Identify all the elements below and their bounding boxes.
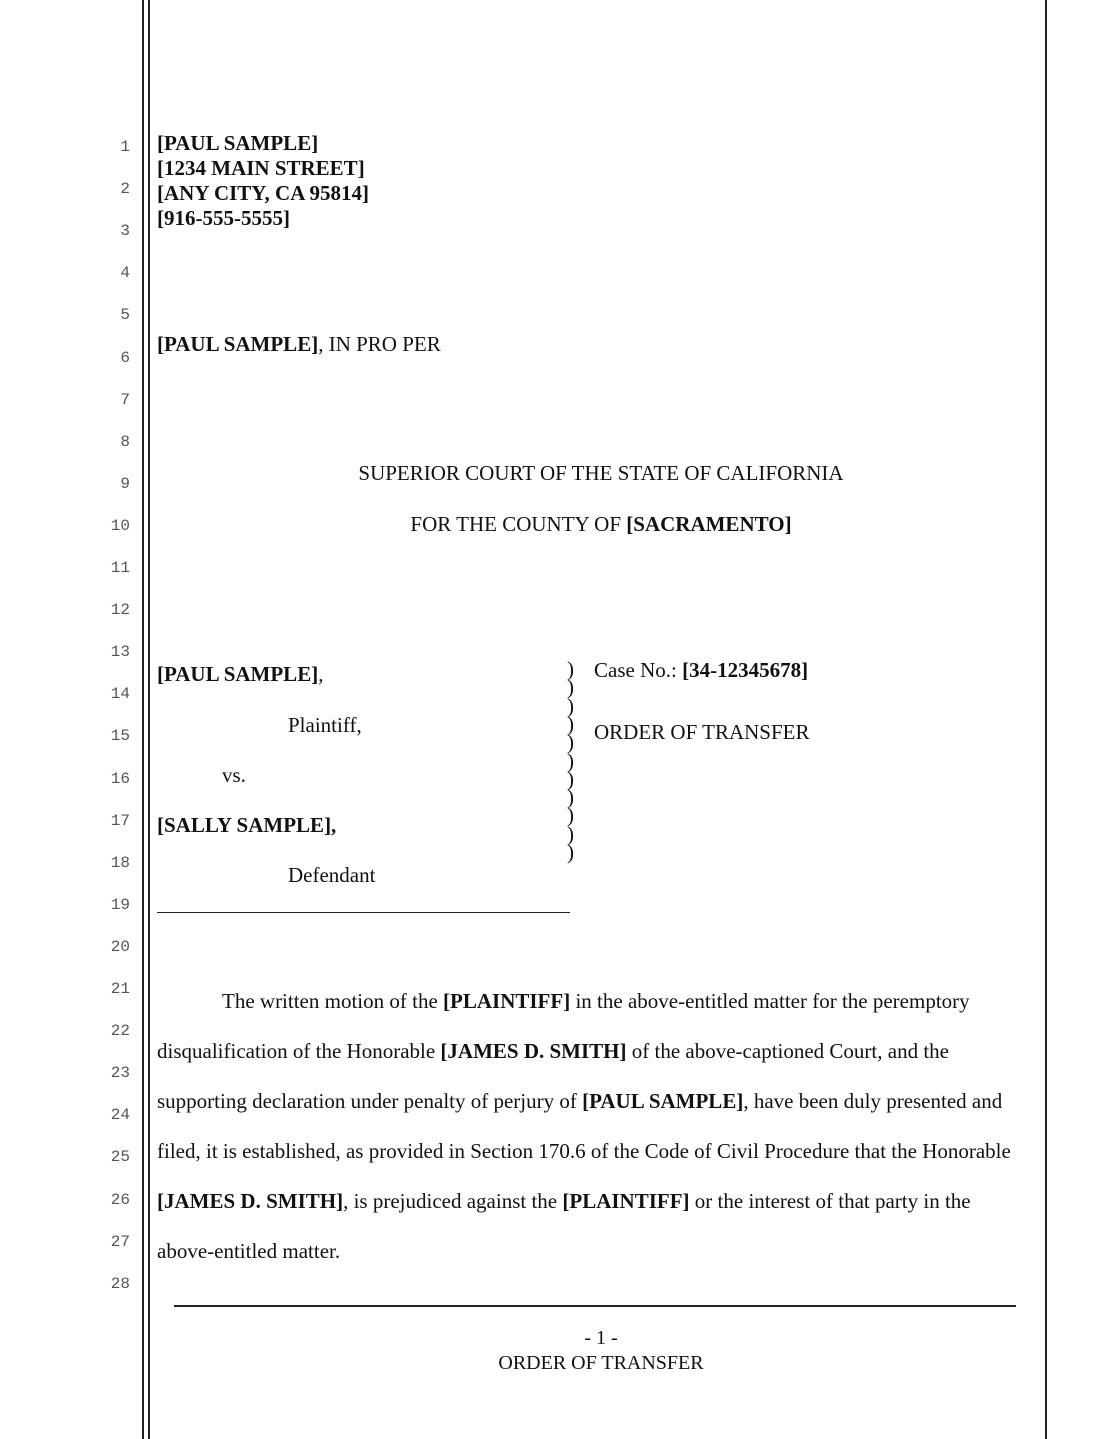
line-number: 24 <box>110 1106 130 1125</box>
caption-paren: ) <box>567 657 574 681</box>
plaintiff-line <box>157 662 323 687</box>
left-margin-rule <box>142 0 144 1439</box>
judge-name: [JAMES D. SMITH] <box>157 1189 344 1213</box>
line-number: 6 <box>120 348 130 367</box>
text: , have been duly presented and <box>743 1089 1003 1113</box>
line-number: 11 <box>110 559 130 577</box>
line-number: 28 <box>110 1274 130 1293</box>
line-number: 14 <box>110 685 130 704</box>
text: filed, it is established, as provided in Section 170.6 of the Code of Civil Procedure that the Honorable <box>157 1139 1011 1163</box>
case-number-line <box>594 658 808 683</box>
line-number: 23 <box>110 1064 130 1083</box>
text: above-entitled matter. <box>157 1239 341 1263</box>
line-number: 1 <box>120 138 130 156</box>
page-number: - 1 - <box>584 1327 618 1349</box>
attorney-phone: [916-555-5555] <box>157 206 290 230</box>
line-number: 2 <box>120 180 130 199</box>
caption-paren: ) <box>567 803 574 828</box>
attorney-name: [PAUL SAMPLE] <box>157 131 319 155</box>
pro-per-line <box>157 332 441 357</box>
line-number: 25 <box>110 1148 130 1167</box>
line-number: 20 <box>110 937 130 956</box>
court-county-prefix: FOR THE COUNTY OF <box>410 512 627 536</box>
footer-title: ORDER OF TRANSFER <box>498 1352 704 1374</box>
pro-per-name: [PAUL SAMPLE] <box>157 332 319 356</box>
caption-paren: ) <box>567 730 574 755</box>
line-number: 15 <box>110 727 130 746</box>
attorney-city: [ANY CITY, CA 95814] <box>157 181 369 205</box>
right-margin-rule <box>1045 0 1047 1439</box>
text: disqualification of the Honorable <box>157 1039 441 1063</box>
line-number: 17 <box>110 811 130 830</box>
declarant-name: [PAUL SAMPLE] <box>582 1089 744 1113</box>
body-line-6 <box>157 1239 340 1264</box>
line-number: 21 <box>110 980 130 998</box>
caption-paren: ) <box>567 821 574 846</box>
case-number: [34-12345678] <box>682 658 809 682</box>
plaintiff-name: [PAUL SAMPLE] <box>157 662 319 686</box>
line-number: 22 <box>110 1022 130 1041</box>
line-number: 19 <box>110 895 130 914</box>
left-margin-rule-inner <box>148 0 150 1439</box>
county-name: [SACRAMENTO] <box>626 512 792 536</box>
body-line-2 <box>157 1039 949 1064</box>
caption-paren: ) <box>567 693 574 718</box>
line-number: 3 <box>120 222 130 241</box>
attorney-street: [1234 MAIN STREET] <box>157 156 365 180</box>
body-line-5 <box>157 1189 971 1214</box>
line-number: 4 <box>120 264 130 283</box>
caption-paren: ) <box>567 840 574 864</box>
line-number: 13 <box>110 643 130 662</box>
line-number: 12 <box>110 601 130 620</box>
body-line-3 <box>157 1089 1002 1114</box>
vs-label: vs. <box>222 763 246 787</box>
text: of the above-captioned Court, and the <box>626 1039 949 1063</box>
document-title: ORDER OF TRANSFER <box>594 720 810 744</box>
caption-paren: ) <box>567 748 574 773</box>
plaintiff-label: Plaintiff, <box>288 713 362 737</box>
body-line-1 <box>222 989 970 1014</box>
defendant-label: Defendant <box>288 863 376 887</box>
court-county <box>0 512 1112 537</box>
line-number: 5 <box>120 306 130 325</box>
case-number-label: Case No.: <box>594 658 683 682</box>
caption-paren: ) <box>567 711 574 736</box>
caption-paren: ) <box>567 675 574 700</box>
caption-paren: ) <box>567 766 574 791</box>
text: in the above-entitled matter for the peremptory <box>570 989 970 1013</box>
line-number: 7 <box>120 390 130 409</box>
text: , is prejudiced against the <box>343 1189 563 1213</box>
party-role: [PLAINTIFF] <box>562 1189 690 1213</box>
defendant-name: [SALLY SAMPLE], <box>157 813 337 837</box>
court-name: SUPERIOR COURT OF THE STATE OF CALIFORNIA <box>358 461 844 485</box>
body-line-4 <box>157 1139 1011 1164</box>
text: The written motion of the <box>222 989 444 1013</box>
line-number: 26 <box>110 1190 130 1209</box>
line-number: 18 <box>110 853 130 872</box>
party-role: [PLAINTIFF] <box>443 989 571 1013</box>
line-number: 10 <box>110 516 130 535</box>
footer-rule <box>174 1305 1016 1307</box>
line-number: 8 <box>120 432 130 451</box>
text: or the interest of that party in the <box>689 1189 971 1213</box>
caption-paren: ) <box>567 785 574 810</box>
caption-underline <box>157 912 570 913</box>
text: supporting declaration under penalty of perjury of <box>157 1089 583 1113</box>
judge-name: [JAMES D. SMITH] <box>440 1039 627 1063</box>
pro-per-suffix: , IN PRO PER <box>318 332 441 356</box>
line-number: 27 <box>110 1232 130 1251</box>
line-number: 9 <box>120 474 130 493</box>
plaintiff-comma: , <box>318 662 324 686</box>
line-number: 16 <box>110 769 130 788</box>
